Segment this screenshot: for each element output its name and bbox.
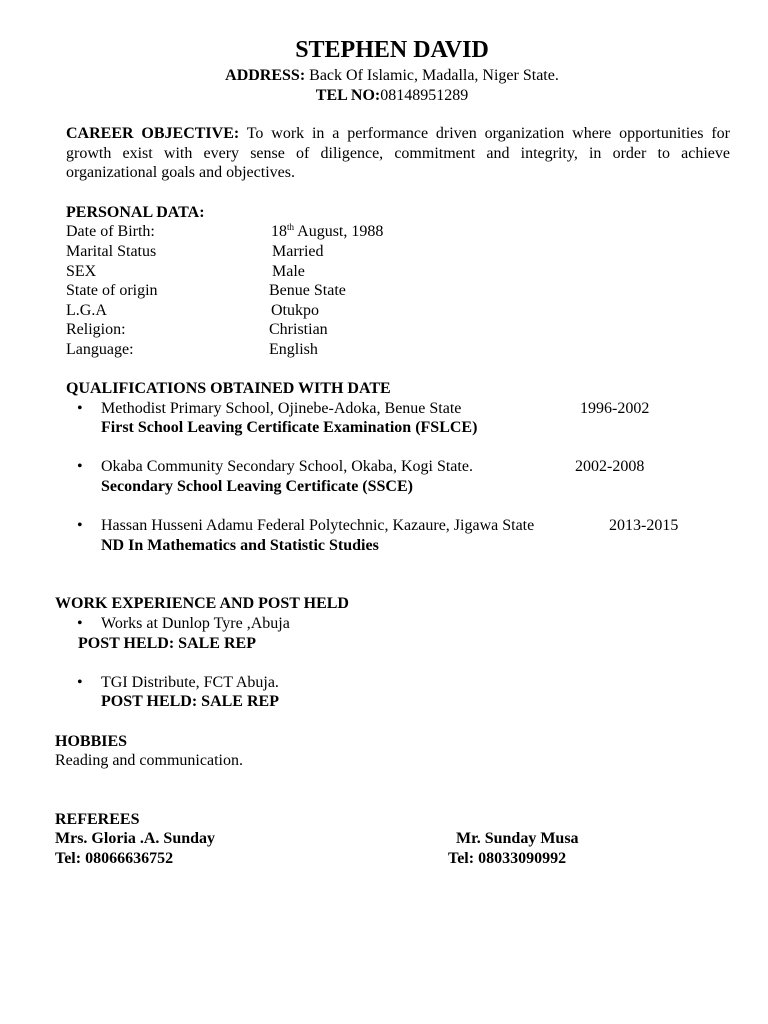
- work-place: • TGI Distribute, FCT Abuja.: [101, 673, 279, 693]
- sex-value: Male: [272, 263, 305, 280]
- qualification-school: • Okaba Community Secondary School, Okaba, Kogi State.: [101, 457, 473, 477]
- qualifications-heading: QUALIFICATIONS OBTAINED WITH DATE: [66, 380, 391, 397]
- work-place: • Works at Dunlop Tyre ,Abuja: [101, 614, 290, 634]
- dob-day: 18: [271, 223, 287, 240]
- tel-value: 08148951289: [380, 87, 469, 104]
- qualification-certificate: First School Leaving Certificate Examination (FSLCE): [101, 419, 478, 436]
- referee-name: Mr. Sunday Musa: [456, 830, 579, 847]
- hobbies-heading: HOBBIES: [55, 733, 128, 750]
- qualification-years: 1996-2002: [580, 400, 650, 417]
- qualification-certificate: Secondary School Leaving Certificate (SSCE): [101, 478, 413, 495]
- religion-value: Christian: [269, 321, 328, 338]
- origin-label: State of origin: [66, 282, 158, 299]
- sex-label: SEX: [66, 263, 97, 280]
- qualification-school: • Methodist Primary School, Ojinebe-Adoka, Benue State: [101, 399, 461, 419]
- career-objective-text: To work in a performance driven organization where opportunities for growth exist with every sense of diligence, commitment and integrity, in order to achieve organizational goals and objectives.: [66, 125, 731, 182]
- referees-heading: REFEREES: [55, 811, 140, 828]
- address-value: Back Of Islamic, Madalla, Niger State.: [305, 67, 559, 84]
- hobbies-text: Reading and communication.: [55, 752, 243, 769]
- work-post: POST HELD: SALE REP: [78, 635, 256, 652]
- qualification-years: 2002-2008: [575, 458, 645, 475]
- work-post: POST HELD: SALE REP: [101, 693, 279, 710]
- address-line: [0, 66, 768, 86]
- dob-value: [271, 222, 383, 242]
- tel-line: [0, 86, 768, 106]
- religion-label: Religion:: [66, 321, 126, 338]
- referee-tel: Tel: 08066636752: [55, 850, 174, 867]
- name-heading-wrap: [0, 36, 768, 64]
- qualification-school: • Hassan Husseni Adamu Federal Polytechnic, Kazaure, Jigawa State: [101, 516, 534, 536]
- dob-label: Date of Birth:: [66, 223, 155, 240]
- career-objective-label: CAREER OBJECTIVE:: [66, 125, 240, 142]
- tel-label: TEL NO:: [315, 87, 381, 104]
- referee-name: Mrs. Gloria .A. Sunday: [55, 830, 216, 847]
- marital-label: Marital Status: [66, 243, 157, 260]
- dob-rest: August, 1988: [294, 223, 384, 240]
- dob-suffix: th: [287, 222, 295, 232]
- lga-value: Otukpo: [271, 302, 319, 319]
- origin-value: Benue State: [269, 282, 346, 299]
- referee-tel: Tel: 08033090992: [448, 850, 567, 867]
- lga-label: L.G.A: [66, 302, 107, 319]
- language-label: Language:: [66, 341, 134, 358]
- address-label: ADDRESS:: [225, 67, 306, 84]
- language-value: English: [269, 341, 318, 358]
- marital-value: Married: [272, 243, 324, 260]
- qualification-years: 2013-2015: [609, 517, 679, 534]
- work-experience-heading: WORK EXPERIENCE AND POST HELD: [55, 595, 349, 612]
- career-objective: [66, 124, 730, 183]
- page-title: STEPHEN DAVID: [295, 37, 489, 63]
- personal-data-heading: PERSONAL DATA:: [66, 204, 205, 221]
- qualification-certificate: ND In Mathematics and Statistic Studies: [101, 537, 379, 554]
